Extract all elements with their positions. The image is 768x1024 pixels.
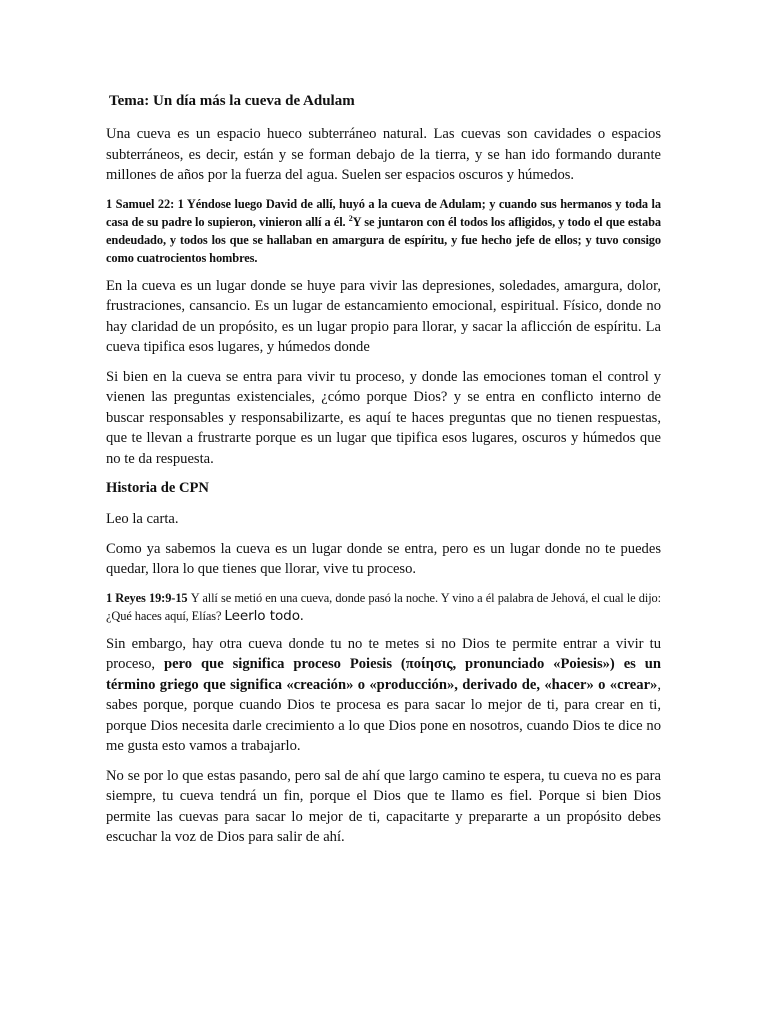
paragraph-exit-cave: No se por lo que estas pasando, pero sal de ahí que largo camino te espera, tu cueva no es para siempre, tu cueva tendrá un fin, porque el Dios que te llamo es fiel. Porque si bien Dios permite las cuevas para sacar lo mejor de ti, capacitarte y prepararte a un propósito debes escuchar la voz de Dios para salir de ahí.: [106, 767, 661, 845]
paragraph-cave-definition: Una cueva es un espacio hueco subterráneo natural. Las cuevas son cavidades o espacios subterráneos, es decir, están y se forman debajo de la tierra, y se han ido formando durante millones de años por la fuerza del agua. Suelen ser espacios oscuros y húmedos.: [106, 126, 661, 183]
paragraph-cave-place: En la cueva es un lugar donde se huye para vivir las depresiones, soledades, amargura, dolor, frustraciones, cansancio. Es un lugar de estancamiento emocional, espiritual. Físico, donde no hay claridad de un propósito, es un lugar propio para llorar, y sacar la aflicción de espíritu. La cueva tipifica esos lugares, y húmedos donde: [106, 277, 661, 355]
poiesis-intro: Sin embargo, hay otra cueva donde tu no te metes si no Dios te permite entrar a vivir tu proceso,: [106, 635, 661, 672]
paragraph-read-letter: Leo la carta.: [106, 511, 179, 527]
verse-samuel-part2: Y se juntaron con él todos los afligidos, y todo el que estaba endeudado, y todos los que se hallaban en amargura de espíritu, y fue hecho jefe de ellos; y tuvo consigo como cuatrocientos hombres.: [106, 214, 661, 265]
poiesis-definition: pero que significa proceso Poiesis (ποίησις, pronunciado «Poiesis») es un término griego que significa «creación» o «producción», derivado de, «hacer» o «crear»: [106, 656, 661, 693]
verse-kings-text: Y allí se metió en una cueva, donde pasó la noche. Y vino a él palabra de Jehová, el cual le dijo: ¿Qué haces aquí, Elías?: [106, 590, 661, 623]
verse-samuel: [106, 195, 661, 267]
paragraph-poiesis: [106, 634, 661, 757]
verse-number: 2: [348, 213, 353, 223]
verse-kings-note: Leerlo todo.: [224, 607, 304, 624]
poiesis-conclusion: , sabes porque, porque cuando Dios te procesa es para sacar lo mejor de ti, para crear en ti, porque Dios necesita darle crecimiento a lo que Dios pone en nosotros, cuando Dios te dice no me gusta esto vamos a trabajarlo.: [106, 676, 661, 754]
paragraph-process: Si bien en la cueva se entra para vivir tu proceso, y donde las emociones toman el control y vienen las preguntas existenciales, ¿cómo porque Dios? y se entra en conflicto interno de buscar responsables y responsabilizarte, es aquí te haces preguntas que no tienen respuestas, que te llevan a frustrarte porque es un lugar que tipifica esos lugares, oscuros y húmedos que no te da respuesta.: [106, 368, 661, 467]
verse-kings-ref: 1 Reyes 19:9-15: [106, 590, 188, 605]
paragraph-cave-enter: Como ya sabemos la cueva es un lugar donde se entra, pero es un lugar donde no te puedes quedar, llora lo que tienes que llorar, vive tu proceso.: [106, 540, 661, 577]
verse-samuel-part1: 1 Samuel 22: 1 Yéndose luego David de allí, huyó a la cueva de Adulam; y cuando sus hermanos y toda la casa de su padre lo supieron, vinieron allí a él.: [106, 196, 661, 229]
verse-kings: [106, 589, 661, 625]
section-heading-cpn: Historia de CPN: [106, 480, 209, 496]
document-body: [106, 91, 661, 857]
document-title: Tema: Un día más la cueva de Adulam: [109, 93, 355, 109]
